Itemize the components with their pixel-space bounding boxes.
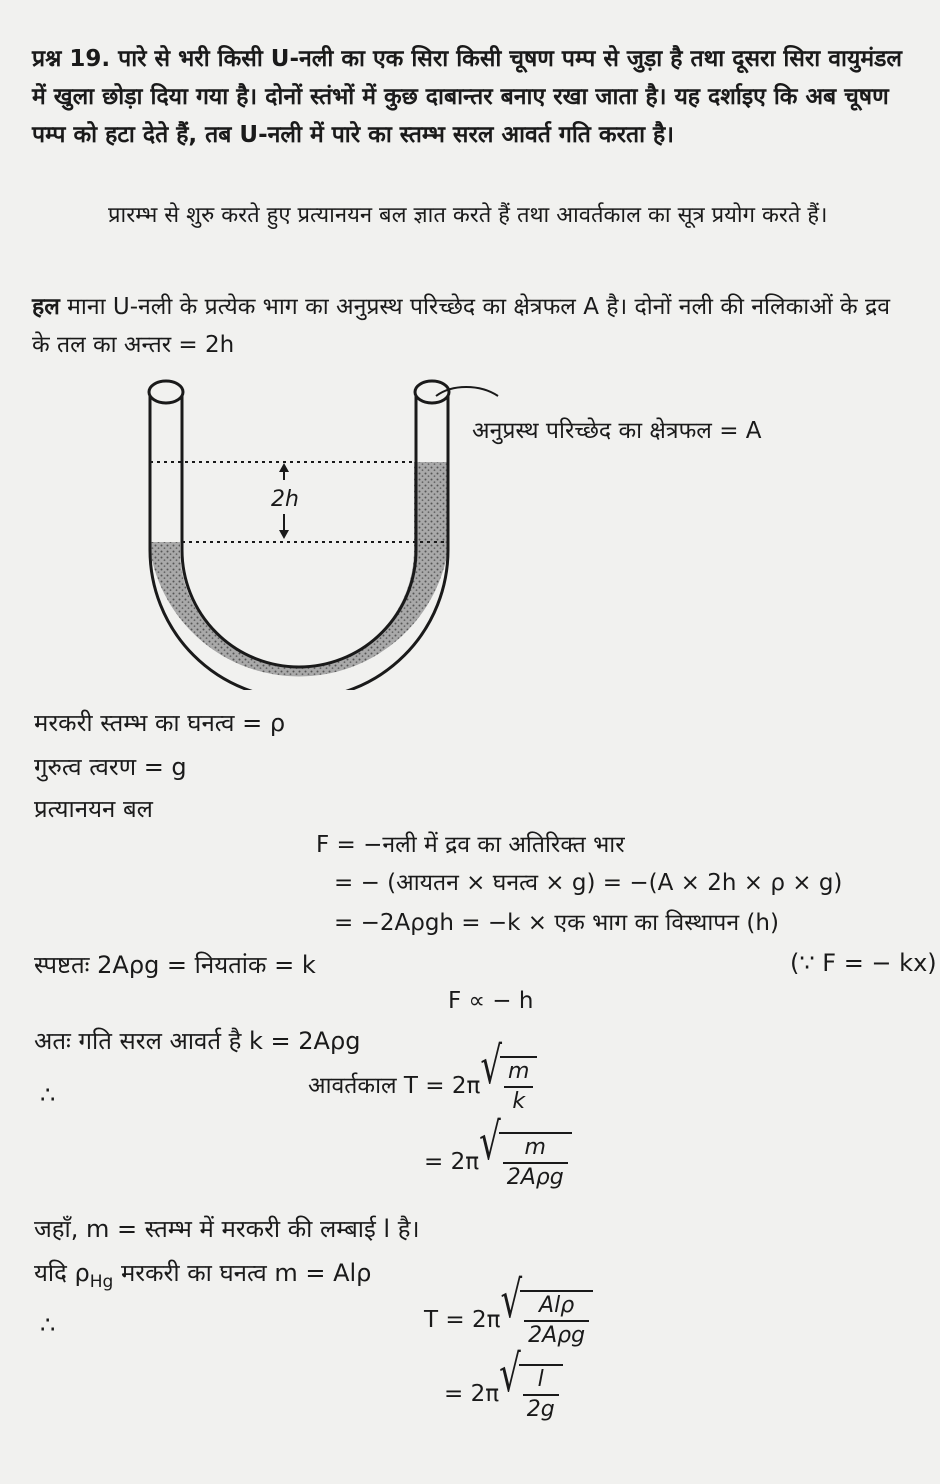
radical-sign: √: [479, 1112, 501, 1173]
question-label: प्रश्न 19.: [32, 46, 111, 72]
force-eq-2: = − (आयतन × घनत्व × g) = −(A × 2h × ρ × g): [334, 870, 843, 896]
radical-sign: √: [499, 1344, 521, 1405]
sqrt-3: [500, 1270, 593, 1350]
frac-den: 2g: [526, 1397, 555, 1422]
area-label: अनुप्रस्थ परिच्छेद का क्षेत्रफल = A: [472, 418, 762, 444]
eq2-lhs: = 2π: [424, 1149, 480, 1175]
period-formula-1: [308, 1036, 537, 1116]
if-suffix: मरकरी का घनत्व m = Alρ: [113, 1259, 372, 1287]
solution-intro: [32, 288, 912, 364]
tube-inner-wall: [182, 392, 416, 667]
sqrt-2: [479, 1112, 572, 1192]
since-note: (∵ F = − kx): [790, 949, 937, 977]
fraction-alp-over-2apg: [524, 1292, 589, 1350]
frac-num: Alρ: [524, 1292, 589, 1322]
shm-conclusion: अतः गति सरल आवर्त है k = 2Aρg: [34, 1027, 361, 1055]
frac-den: 2Aρg: [506, 1165, 564, 1190]
if-subscript: Hg: [89, 1271, 114, 1292]
question-paragraph: [32, 40, 912, 154]
fraction-m-over-2apg: [503, 1134, 568, 1192]
where-line: जहाँ, m = स्तम्भ में मरकरी की लम्बाई l है।: [34, 1215, 420, 1243]
if-line: [34, 1256, 371, 1299]
mercury-column: [150, 462, 448, 677]
period-formula-3: [424, 1270, 593, 1350]
density-line: मरकरी स्तम्भ का घनत्व = ρ: [34, 709, 286, 737]
frac-den: k: [512, 1089, 526, 1114]
left-tube-opening: [149, 381, 183, 403]
sqrt-body-4: [519, 1364, 563, 1424]
solution-intro-text: माना U-नली के प्रत्येक भाग का अनुप्रस्थ परिच्छेद का क्षेत्रफल A है। दोनों नली की नलिकाओं के द्रव के तल का अन्तर = 2h: [32, 294, 890, 358]
period-formula-4: [444, 1344, 563, 1424]
height-arrowhead-down: [279, 530, 289, 539]
sqrt-body-3: [520, 1290, 593, 1350]
frac-num: m: [504, 1058, 533, 1088]
restoring-force-heading: प्रत्यानयन बल: [34, 795, 153, 823]
therefore-symbol-1: ∴: [40, 1081, 56, 1109]
sqrt-body-2: [499, 1132, 572, 1192]
question-text: पारे से भरी किसी U-नली का एक सिरा किसी चूषण पम्प से जुड़ा है तथा दूसरा सिरा वायुमंडल में खुला छोड़ा दिया गया है। दोनों स्तंभों में कुछ दाबान्तर बनाए रखा जाता है। यह दर्शाइए कि अब चूषण पम्प को हटा देते हैं, तब U-नली में पारे का स्तम्भ सरल आवर्त गति करता है।: [32, 46, 902, 148]
fraction-l-over-2g: [523, 1366, 559, 1424]
sqrt-4: [499, 1344, 563, 1424]
height-arrowhead-up: [279, 463, 289, 472]
eq4-lhs: = 2π: [444, 1381, 500, 1407]
if-prefix: यदि ρ: [34, 1259, 90, 1287]
u-tube-figure: [130, 370, 830, 690]
period-formula-2: [424, 1112, 572, 1192]
frac-den: 2Aρg: [528, 1323, 586, 1348]
tube-outer-wall: [150, 392, 448, 690]
period-lhs: आवर्तकाल T = 2π: [308, 1073, 481, 1099]
gravity-line: गुरुत्व त्वरण = g: [34, 753, 187, 781]
proportionality: F ∝ − h: [448, 988, 534, 1014]
radical-sign: √: [500, 1270, 523, 1331]
hint-paragraph: प्रारम्भ से शुरु करते हुए प्रत्यानयन बल ज्ञात करते हैं तथा आवर्तकाल का सूत्र प्रयोग करते हैं।: [108, 203, 828, 228]
solution-label: हल: [32, 294, 60, 320]
frac-num: l: [523, 1366, 559, 1396]
force-eq-1: F = −नली में द्रव का अतिरिक्त भार: [316, 832, 625, 858]
frac-num: m: [503, 1134, 568, 1164]
radical-sign: √: [480, 1036, 503, 1097]
fraction-m-over-k: [504, 1058, 533, 1116]
force-eq-3: = −2Aρgh = −k × एक भाग का विस्थापन (h): [334, 910, 779, 936]
constant-line: स्पष्टतः 2Aρg = नियतांक = k: [34, 951, 316, 979]
sqrt-1: [480, 1036, 537, 1116]
eq3-lhs: T = 2π: [424, 1307, 501, 1333]
sqrt-body-1: [500, 1056, 537, 1116]
therefore-symbol-2: ∴: [40, 1311, 56, 1339]
height-label: 2h: [271, 487, 299, 512]
